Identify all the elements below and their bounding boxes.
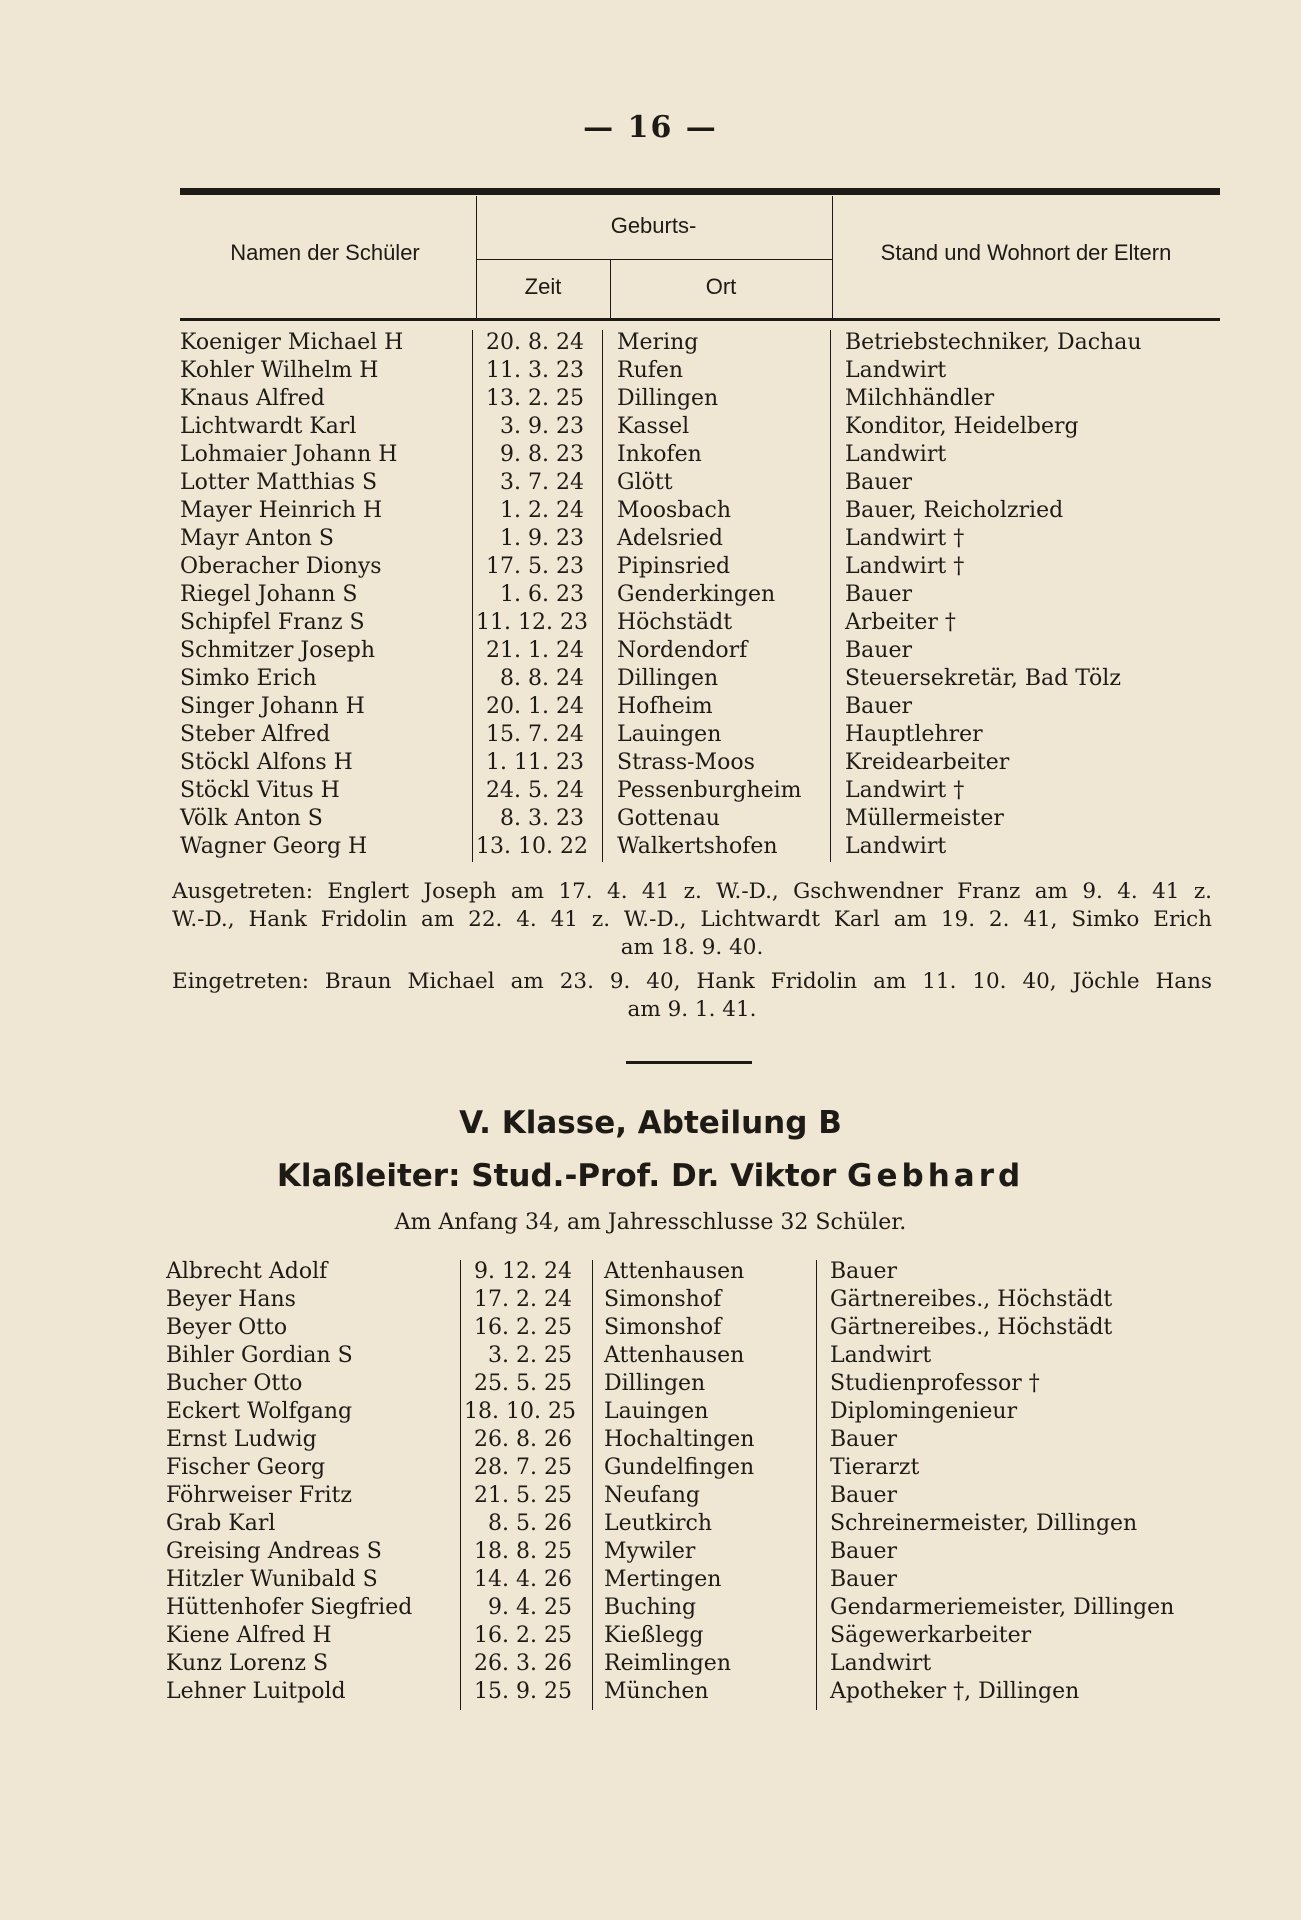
student-name: Steber Alfred bbox=[180, 722, 331, 747]
birth-date: 14. 4. 26 bbox=[474, 1567, 572, 1592]
class-count: Am Anfang 34, am Jahresschlusse 32 Schüler. bbox=[394, 1210, 907, 1235]
parents-info: Bauer bbox=[830, 1539, 897, 1564]
birth-place: Simonshof bbox=[604, 1287, 722, 1312]
birth-date: 13. 2. 25 bbox=[486, 386, 584, 411]
student-name: Simko Erich bbox=[180, 666, 317, 691]
student-name: Lehner Luitpold bbox=[166, 1679, 346, 1704]
table-row bbox=[0, 1483, 1120, 1511]
birth-date: 8. 5. 26 bbox=[488, 1511, 572, 1536]
student-name: Hitzler Wunibald S bbox=[166, 1567, 378, 1592]
parents-info: Landwirt bbox=[830, 1343, 932, 1368]
birth-place: Lauingen bbox=[604, 1399, 709, 1424]
notes-left-line-1: Ausgetreten: Englert Joseph am 17. 4. 41 z. W.-D., Gschwendner Franz am 9. 4. 41 z. bbox=[172, 879, 1212, 904]
birth-place: Buching bbox=[604, 1595, 697, 1620]
table-row bbox=[0, 1539, 1120, 1567]
class-teacher bbox=[0, 1158, 1301, 1194]
student-name: Föhrweiser Fritz bbox=[166, 1483, 352, 1508]
table-row bbox=[0, 722, 1120, 750]
parents-info: Apotheker †, Dillingen bbox=[830, 1679, 1080, 1704]
student-name: Bihler Gordian S bbox=[166, 1343, 353, 1368]
birth-place: Neufang bbox=[604, 1483, 700, 1508]
student-name: Stöckl Vitus H bbox=[180, 778, 340, 803]
table-row bbox=[0, 526, 1120, 554]
student-name: Bucher Otto bbox=[166, 1371, 303, 1396]
table-row bbox=[0, 1371, 1120, 1399]
parents-info: Bauer bbox=[845, 582, 912, 607]
parents-info: Arbeiter † bbox=[845, 610, 956, 635]
birth-place: Gundelfingen bbox=[604, 1455, 755, 1480]
student-name: Koeniger Michael H bbox=[180, 330, 404, 355]
birth-date: 26. 8. 26 bbox=[474, 1427, 572, 1452]
parents-info: Konditor, Heidelberg bbox=[845, 414, 1079, 439]
table-row bbox=[0, 330, 1142, 358]
birth-date: 9. 8. 23 bbox=[500, 442, 584, 467]
birth-date: 20. 8. 24 bbox=[486, 330, 584, 355]
birth-place: Glött bbox=[617, 470, 673, 495]
notes-left bbox=[172, 879, 1212, 963]
birth-place: Mywiler bbox=[604, 1539, 696, 1564]
student-name: Fischer Georg bbox=[166, 1455, 326, 1480]
header-divider-1 bbox=[476, 196, 477, 318]
notes-left-line-2: W.-D., Hank Fridolin am 22. 4. 41 z. W.-D., Lichtwardt Karl am 19. 2. 41, Simko Erich bbox=[172, 907, 1212, 932]
birth-place: Mering bbox=[617, 330, 699, 355]
birth-place: Mertingen bbox=[604, 1567, 722, 1592]
birth-date: 3. 2. 25 bbox=[488, 1343, 572, 1368]
birth-date: 11. 12. 23 bbox=[476, 610, 588, 635]
student-name: Eckert Wolfgang bbox=[166, 1399, 353, 1424]
parents-info: Bauer bbox=[830, 1427, 897, 1452]
table-row bbox=[0, 694, 1120, 722]
student-name: Oberacher Dionys bbox=[180, 554, 382, 579]
student-name: Wagner Georg H bbox=[180, 834, 368, 859]
birth-date: 13. 10. 22 bbox=[476, 834, 588, 859]
student-name: Lotter Matthias S bbox=[180, 470, 378, 495]
student-name: Beyer Hans bbox=[166, 1287, 296, 1312]
parents-info: Landwirt bbox=[845, 442, 947, 467]
student-name: Lohmaier Johann H bbox=[180, 442, 398, 467]
birth-place: Genderkingen bbox=[617, 582, 776, 607]
student-name: Singer Johann H bbox=[180, 694, 365, 719]
parents-info: Gärtnereibes., Höchstädt bbox=[830, 1315, 1113, 1340]
birth-date: 1. 2. 24 bbox=[500, 498, 584, 523]
birth-date: 9. 4. 25 bbox=[488, 1595, 572, 1620]
parents-info: Gendarmeriemeister, Dillingen bbox=[830, 1595, 1175, 1620]
birth-place: Lauingen bbox=[617, 722, 722, 747]
notes-entered-line-2: am 9. 1. 41. bbox=[627, 997, 757, 1022]
birth-date: 1. 9. 23 bbox=[500, 526, 584, 551]
header-col-birth: Geburts- bbox=[610, 213, 697, 238]
table-row bbox=[0, 386, 1120, 414]
table-row bbox=[0, 1343, 1120, 1371]
birth-place: Moosbach bbox=[617, 498, 731, 523]
table-row bbox=[0, 1595, 1175, 1623]
birth-date: 15. 9. 25 bbox=[474, 1679, 572, 1704]
birth-date: 16. 2. 25 bbox=[474, 1315, 572, 1340]
parents-info: Landwirt bbox=[830, 1651, 932, 1676]
student-name: Knaus Alfred bbox=[180, 386, 325, 411]
table-row bbox=[0, 1623, 1120, 1651]
parents-info: Gärtnereibes., Höchstädt bbox=[830, 1287, 1113, 1312]
header-bottom-rule bbox=[180, 318, 1220, 321]
parents-info: Betriebstechniker, Dachau bbox=[845, 330, 1142, 355]
birth-date: 18. 8. 25 bbox=[474, 1539, 572, 1564]
table-row bbox=[0, 582, 1120, 610]
parents-info: Diplomingenieur bbox=[830, 1399, 1018, 1424]
student-name: Grab Karl bbox=[166, 1511, 276, 1536]
table-row bbox=[0, 666, 1120, 694]
table-row bbox=[0, 1651, 1120, 1679]
table-row bbox=[0, 778, 1120, 806]
birth-date: 17. 2. 24 bbox=[474, 1287, 572, 1312]
table-row bbox=[0, 554, 1120, 582]
birth-date: 8. 3. 23 bbox=[500, 806, 584, 831]
table-row bbox=[0, 750, 1120, 778]
birth-place: Simonshof bbox=[604, 1315, 722, 1340]
birth-date: 11. 3. 23 bbox=[486, 358, 584, 383]
birth-place: Kassel bbox=[617, 414, 690, 439]
student-name: Greising Andreas S bbox=[166, 1539, 382, 1564]
birth-place: Walkertshofen bbox=[617, 834, 778, 859]
student-name: Mayr Anton S bbox=[180, 526, 334, 551]
birth-place: Pessenburgheim bbox=[617, 778, 802, 803]
table-row bbox=[0, 1399, 1120, 1427]
student-name: Lichtwardt Karl bbox=[180, 414, 357, 439]
table-row bbox=[0, 1287, 1120, 1315]
parents-info: Landwirt † bbox=[845, 526, 965, 551]
parents-info: Bauer, Reicholzried bbox=[845, 498, 1064, 523]
parents-info: Kreidearbeiter bbox=[845, 750, 1010, 775]
birth-date: 18. 10. 25 bbox=[464, 1399, 576, 1424]
birth-place: Rufen bbox=[617, 358, 684, 383]
birth-date: 1. 6. 23 bbox=[500, 582, 584, 607]
parents-info: Steuersekretär, Bad Tölz bbox=[845, 666, 1121, 691]
birth-date: 8. 8. 24 bbox=[500, 666, 584, 691]
birth-date: 25. 5. 25 bbox=[474, 1371, 572, 1396]
header-divider-2 bbox=[832, 196, 833, 318]
student-name: Mayer Heinrich H bbox=[180, 498, 383, 523]
student-name: Kunz Lorenz S bbox=[166, 1651, 329, 1676]
student-name: Albrecht Adolf bbox=[166, 1259, 328, 1284]
student-name: Beyer Otto bbox=[166, 1315, 288, 1340]
header-birth-underline bbox=[476, 259, 832, 260]
student-name: Völk Anton S bbox=[180, 806, 323, 831]
birth-place: Hofheim bbox=[617, 694, 713, 719]
birth-place: Hochaltingen bbox=[604, 1427, 755, 1452]
student-name: Kohler Wilhelm H bbox=[180, 358, 379, 383]
birth-date: 20. 1. 24 bbox=[486, 694, 584, 719]
birth-place: Dillingen bbox=[617, 386, 719, 411]
student-name: Ernst Ludwig bbox=[166, 1427, 317, 1452]
section-separator bbox=[626, 1061, 752, 1064]
birth-date: 3. 9. 23 bbox=[500, 414, 584, 439]
table-row bbox=[0, 638, 1120, 666]
parents-info: Bauer bbox=[845, 470, 912, 495]
birth-place: Nordendorf bbox=[617, 638, 748, 663]
table-row bbox=[0, 1259, 1120, 1287]
teacher-prefix: Klaßleiter: Stud.-Prof. Dr. Viktor bbox=[276, 1158, 848, 1194]
table-row bbox=[0, 442, 1120, 470]
birth-date: 1. 11. 23 bbox=[486, 750, 584, 775]
student-name: Hüttenhofer Siegfried bbox=[166, 1595, 413, 1620]
table-row bbox=[0, 1315, 1120, 1343]
birth-date: 3. 7. 24 bbox=[500, 470, 584, 495]
parents-info: Landwirt † bbox=[845, 778, 965, 803]
header-divider-3 bbox=[610, 260, 611, 318]
birth-place: Attenhausen bbox=[604, 1343, 745, 1368]
table-row bbox=[0, 834, 1120, 862]
header-col-time: Zeit bbox=[524, 274, 562, 299]
parents-info: Landwirt † bbox=[845, 554, 965, 579]
notes-left-line-3: am 18. 9. 40. bbox=[620, 935, 764, 960]
notes-entered-line-1: Eingetreten: Braun Michael am 23. 9. 40, Hank Fridolin am 11. 10. 40, Jöchle Hans bbox=[172, 969, 1212, 994]
table-row bbox=[0, 1511, 1138, 1539]
table-row bbox=[0, 414, 1120, 442]
birth-date: 28. 7. 25 bbox=[474, 1455, 572, 1480]
page-number: — 16 — bbox=[583, 110, 718, 145]
table-row bbox=[0, 498, 1120, 526]
parents-info: Sägewerkarbeiter bbox=[830, 1623, 1032, 1648]
table-row bbox=[0, 1679, 1120, 1707]
birth-place: München bbox=[604, 1679, 709, 1704]
parents-info: Schreinermeister, Dillingen bbox=[830, 1511, 1138, 1536]
header-col-parents: Stand und Wohnort der Eltern bbox=[880, 240, 1172, 265]
student-name: Schipfel Franz S bbox=[180, 610, 365, 635]
student-name: Schmitzer Joseph bbox=[180, 638, 376, 663]
table-row bbox=[0, 610, 1120, 638]
parents-info: Bauer bbox=[830, 1483, 897, 1508]
birth-place: Gottenau bbox=[617, 806, 720, 831]
table-row bbox=[0, 1567, 1120, 1595]
header-col-names: Namen der Schüler bbox=[230, 240, 420, 265]
header-top-rule bbox=[180, 188, 1220, 195]
parents-info: Hauptlehrer bbox=[845, 722, 983, 747]
birth-place: Dillingen bbox=[604, 1371, 706, 1396]
header-col-place: Ort bbox=[705, 274, 737, 299]
student-name: Riegel Johann S bbox=[180, 582, 358, 607]
birth-place: Pipinsried bbox=[617, 554, 731, 579]
parents-info: Studienprofessor † bbox=[830, 1371, 1040, 1396]
birth-place: Leutkirch bbox=[604, 1511, 713, 1536]
table-row bbox=[0, 1455, 1120, 1483]
class-title: V. Klasse, Abteilung B bbox=[459, 1105, 842, 1141]
parents-info: Tierarzt bbox=[830, 1455, 920, 1480]
parents-info: Milchhändler bbox=[845, 386, 995, 411]
parents-info: Bauer bbox=[830, 1567, 897, 1592]
parents-info: Bauer bbox=[830, 1259, 897, 1284]
parents-info: Landwirt bbox=[845, 834, 947, 859]
teacher-surname: Gebhard bbox=[847, 1158, 1025, 1194]
birth-date: 26. 3. 26 bbox=[474, 1651, 572, 1676]
birth-date: 9. 12. 24 bbox=[474, 1259, 572, 1284]
table-row bbox=[0, 470, 1120, 498]
birth-date: 17. 5. 23 bbox=[486, 554, 584, 579]
birth-place: Adelsried bbox=[617, 526, 723, 551]
birth-date: 24. 5. 24 bbox=[486, 778, 584, 803]
birth-date: 16. 2. 25 bbox=[474, 1623, 572, 1648]
parents-info: Landwirt bbox=[845, 358, 947, 383]
birth-place: Dillingen bbox=[617, 666, 719, 691]
birth-place: Attenhausen bbox=[604, 1259, 745, 1284]
student-name: Stöckl Alfons H bbox=[180, 750, 353, 775]
birth-date: 21. 5. 25 bbox=[474, 1483, 572, 1508]
birth-place: Strass-Moos bbox=[617, 750, 755, 775]
birth-place: Kießlegg bbox=[604, 1623, 704, 1648]
birth-place: Inkofen bbox=[617, 442, 702, 467]
table-row bbox=[0, 358, 1120, 386]
student-name: Kiene Alfred H bbox=[166, 1623, 332, 1648]
table-row bbox=[0, 806, 1120, 834]
birth-place: Reimlingen bbox=[604, 1651, 731, 1676]
birth-date: 15. 7. 24 bbox=[486, 722, 584, 747]
table-row bbox=[0, 1427, 1120, 1455]
birth-place: Höchstädt bbox=[617, 610, 733, 635]
birth-date: 21. 1. 24 bbox=[486, 638, 584, 663]
parents-info: Bauer bbox=[845, 694, 912, 719]
parents-info: Bauer bbox=[845, 638, 912, 663]
notes-entered bbox=[172, 969, 1212, 1025]
parents-info: Müllermeister bbox=[845, 806, 1004, 831]
